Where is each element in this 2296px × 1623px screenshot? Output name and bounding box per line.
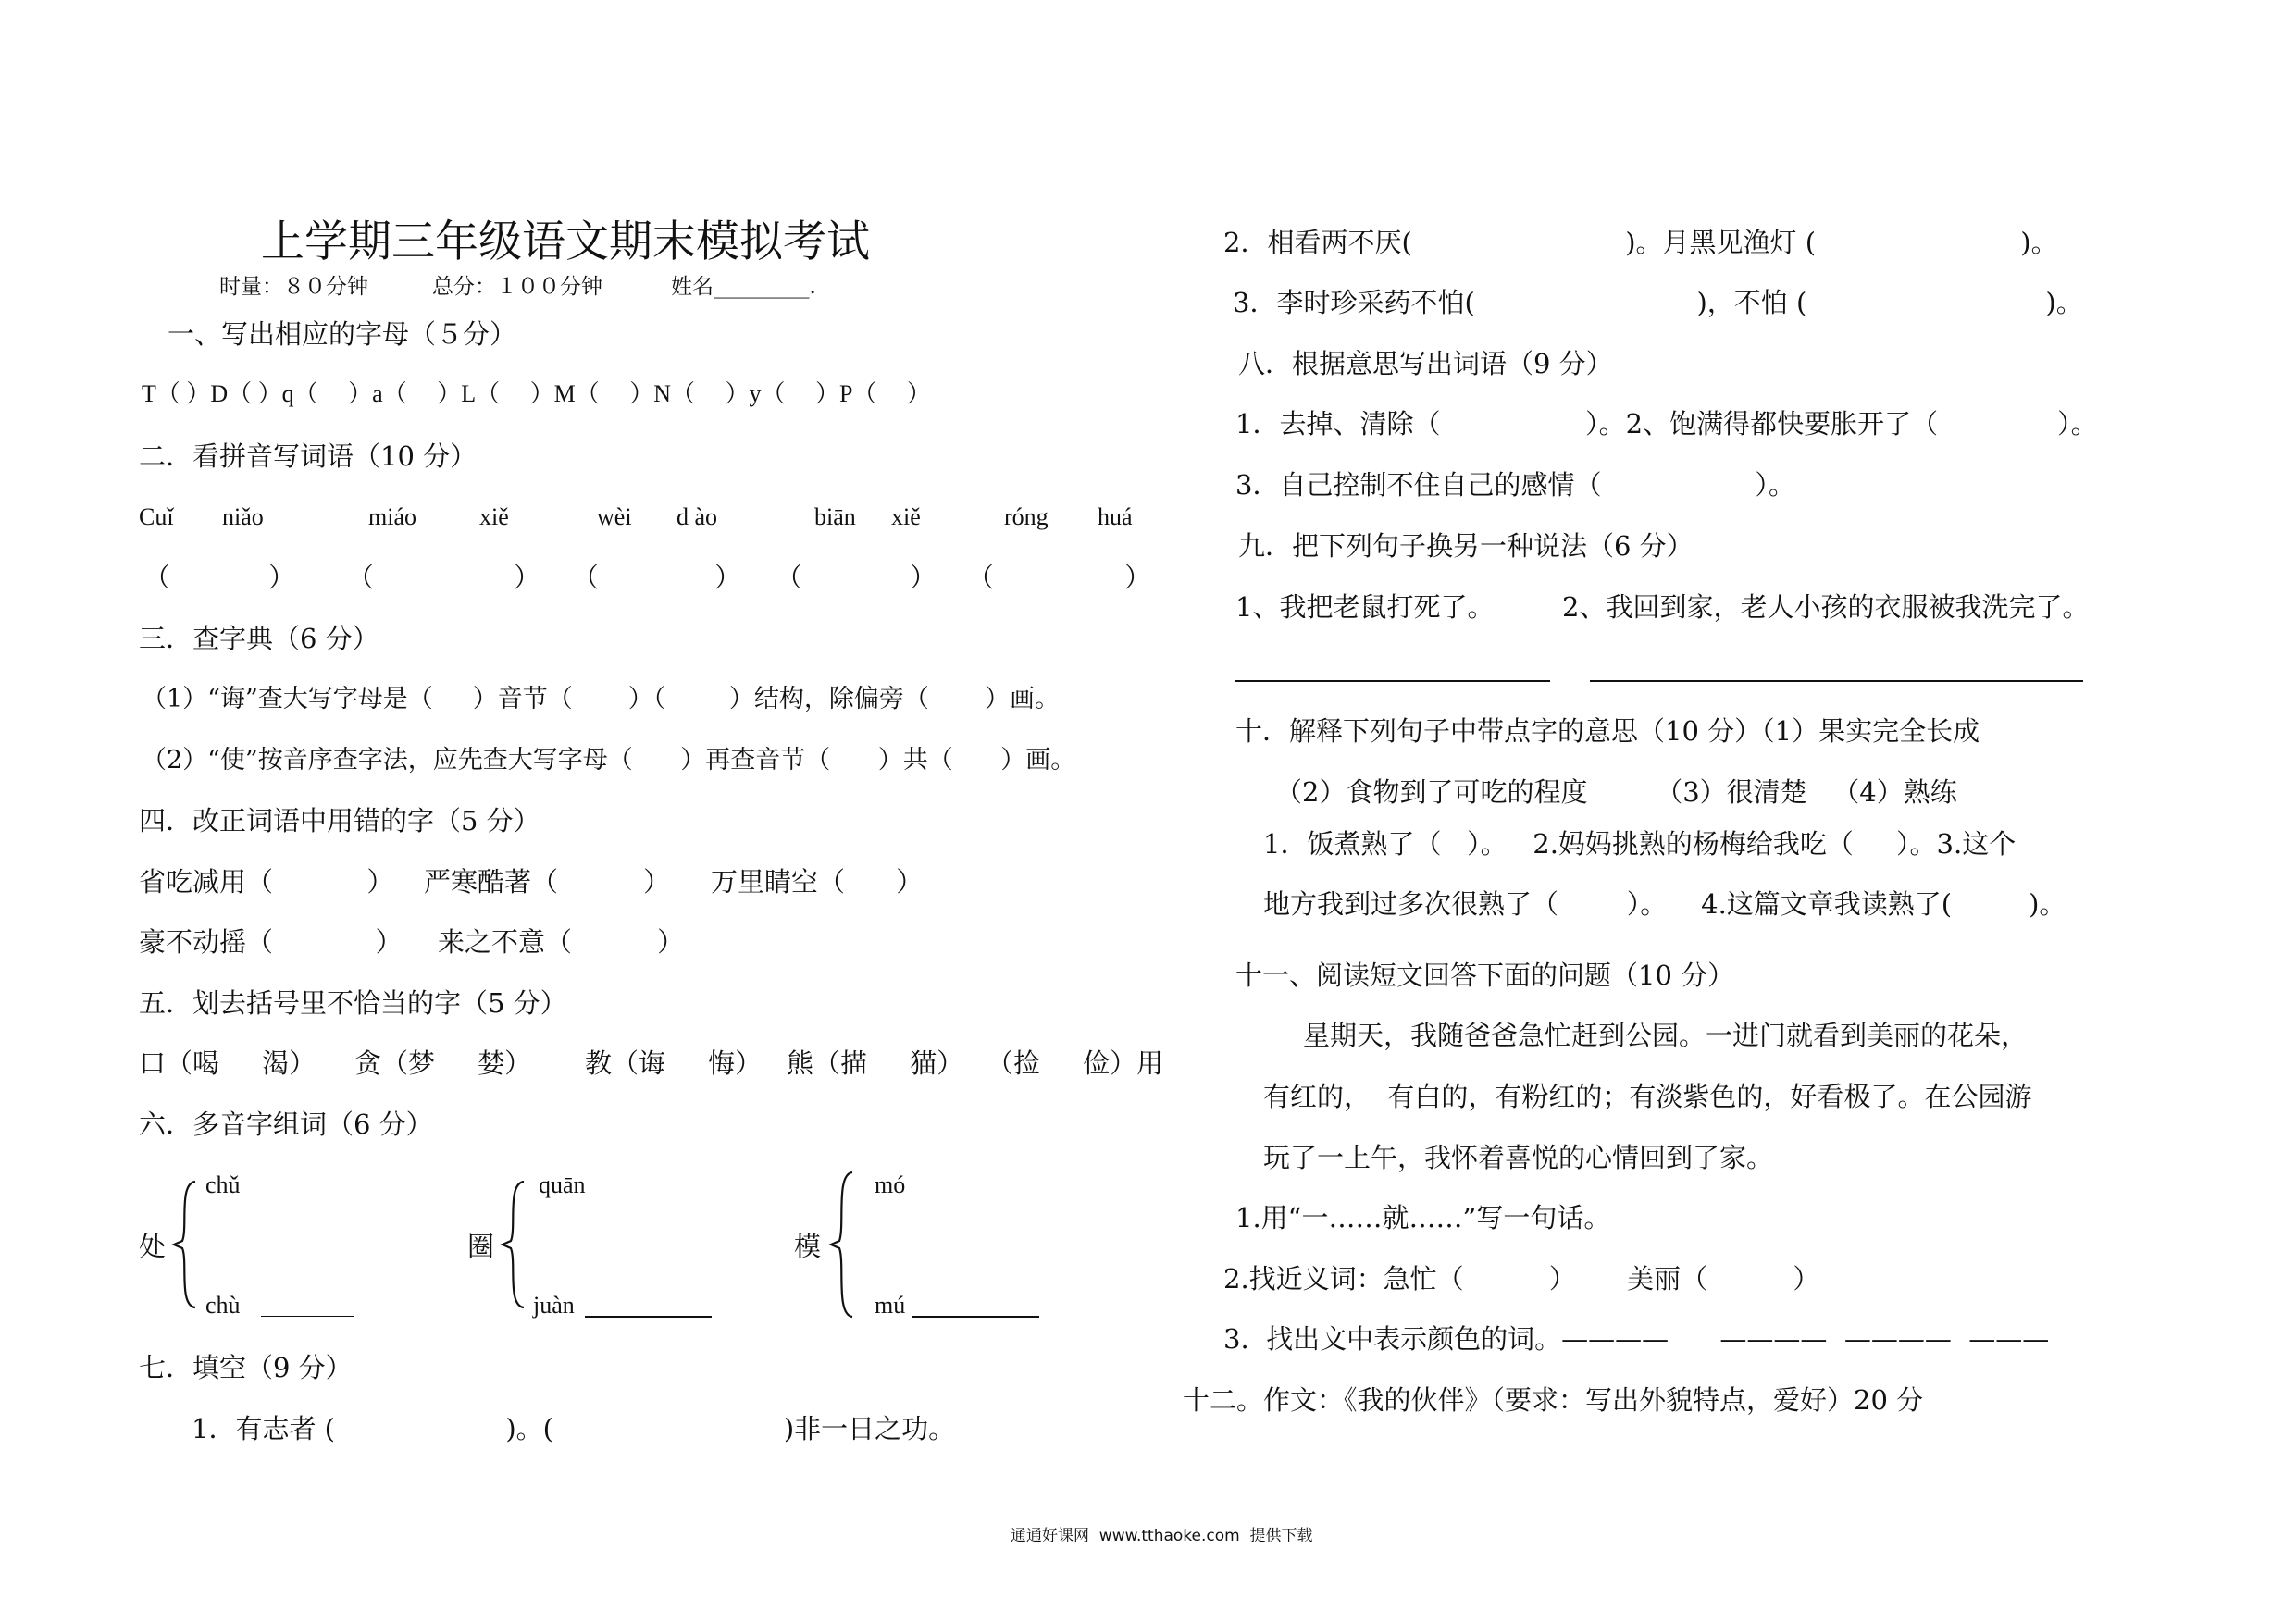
brace-icon <box>171 1180 199 1309</box>
section-4-item: 省吃减用（ ） <box>139 866 394 898</box>
section-3-q1: （1）“诲”查大写字母是（ ）音节（ ）（ ）结构，除偏旁（ ）画。 <box>142 685 1061 713</box>
answer-line <box>1590 680 2083 682</box>
paren: ） <box>910 562 937 593</box>
section-6-heading: 六．多音字组词（6 分） <box>139 1109 433 1140</box>
section-4-item: 万里睛空（ ） <box>711 866 924 898</box>
reading-passage: 星期天，我随爸爸急忙赶到公园。一进门就看到美丽的花朵， <box>1303 1020 2029 1051</box>
section-5-item: （捡 俭）用 <box>987 1047 1164 1079</box>
section-11-q2: 2.找近义词：急忙（ ） 美丽（ ） <box>1223 1263 1820 1295</box>
section-8-q2: 3．自己控制不住自己的感情（ ）。 <box>1235 469 1795 501</box>
polyphone-bottom: juàn <box>533 1292 575 1319</box>
section-5-item: 口（喝 渴） <box>139 1047 316 1079</box>
pinyin: biān <box>814 503 856 530</box>
polyphone-char: 圈 <box>467 1231 495 1262</box>
section-3-heading: 三．查字典（6 分） <box>139 623 379 654</box>
paren: （ <box>776 562 803 593</box>
section-4-item: 严寒酷著（ ） <box>424 866 671 898</box>
answer-line <box>585 1316 712 1318</box>
reading-passage: 玩了一上午，我怀着喜悦的心情回到了家。 <box>1263 1142 1774 1173</box>
polyphone-bottom: chù <box>205 1292 241 1319</box>
section-2-heading: 二．看拼音写词语（10 分） <box>139 440 478 472</box>
polyphone-top: quān <box>539 1171 586 1198</box>
exam-title: 上学期三年级语文期末模拟考试 <box>261 217 870 267</box>
paren: （ <box>967 562 995 593</box>
section-10-line2: 地方我到过多次很熟了（ ）。 4.这篇文章我读熟了( )。 <box>1263 888 2066 920</box>
section-7-q2: 2．相看两不厌( )。月黑见渔灯 ( )。 <box>1223 227 2058 258</box>
pinyin: d ào <box>676 503 718 530</box>
paren: ） <box>1124 562 1152 593</box>
paren: （ <box>143 562 171 593</box>
exam-time: 时量：８０分钟 <box>219 275 368 299</box>
section-4-item: 来之不意（ ） <box>438 926 685 958</box>
section-5-item: 教（诲 悔） <box>585 1047 763 1079</box>
paren: （ <box>347 562 375 593</box>
section-10-heading: 十．解释下列句子中带点字的意思（10 分）（1）果实完全长成 <box>1235 715 1980 747</box>
pinyin: róng <box>1004 503 1049 530</box>
section-4-heading: 四．改正词语中用错的字（5 分） <box>139 805 540 836</box>
polyphone-char: 模 <box>794 1231 822 1262</box>
polyphone-char: 处 <box>139 1231 167 1262</box>
exam-total: 总分：１００分钟 <box>432 275 602 299</box>
footer-credit: 通通好课网 www.tthaoke.com 提供下载 <box>1011 1527 1313 1545</box>
section-9-q2: 2、我回到家，老人小孩的衣服被我洗完了。 <box>1562 591 2090 623</box>
section-5-item: 熊（描 猫） <box>787 1047 964 1079</box>
section-10-options: （2）食物到了可吃的程度 （3）很清楚 （4）熟练 <box>1275 776 1957 808</box>
answer-line <box>912 1316 1039 1318</box>
paren: ） <box>514 562 541 593</box>
section-1-heading: 一、写出相应的字母（５分） <box>168 318 517 350</box>
polyphone-bottom: mú <box>875 1292 906 1319</box>
section-1-letters: T（ ）D（ ）q（ ）a（ ）L（ ）M（ ）N（ ）y（ ）P（ ） <box>142 380 931 407</box>
section-12-heading: 十二。作文：《我的伙伴》（要求：写出外貌特点，爱好）20 分 <box>1183 1384 1924 1416</box>
section-9-heading: 九．把下列句子换另一种说法（6 分） <box>1238 530 1694 562</box>
pinyin: huá <box>1098 503 1133 530</box>
paren: ） <box>714 562 742 593</box>
section-7-q1: 1．有志者 ( )。( )非一日之功。 <box>192 1413 956 1444</box>
polyphone-top: chǔ <box>205 1171 241 1198</box>
section-8-heading: 八．根据意思写出词语（9 分） <box>1238 348 1613 379</box>
answer-line <box>261 1316 354 1317</box>
section-8-q1: 1．去掉、清除（ ）。2、饱满得都快要胀开了（ ）。 <box>1235 408 2098 440</box>
pinyin: wèi <box>597 503 632 530</box>
section-5-heading: 五．划去括号里不恰当的字（5 分） <box>139 987 567 1019</box>
section-4-item: 豪不动摇（ ） <box>139 926 403 958</box>
paren: ） <box>268 562 296 593</box>
reading-passage: 有红的， 有白的，有粉红的；有淡紫色的，好看极了。在公园游 <box>1263 1081 2032 1112</box>
answer-line <box>1235 680 1550 682</box>
section-11-heading: 十一、阅读短文回答下面的问题（10 分） <box>1235 960 1735 991</box>
section-9-q1: 1、我把老鼠打死了。 <box>1235 591 1495 623</box>
polyphone-top: mó <box>875 1171 906 1198</box>
section-5-item: 贪（梦 婪） <box>354 1047 532 1079</box>
paren: （ <box>572 562 600 593</box>
section-11-q1: 1.用“一……就……”写一句话。 <box>1235 1202 1611 1233</box>
section-11-q3: 3. 找出文中表示颜色的词。———— ———— ———— ——— <box>1223 1323 2050 1355</box>
pinyin: xiě <box>891 503 921 530</box>
section-3-q2: （2）“使”按音序查字法，应先查大写字母（ ）再查音节（ ）共（ ）画。 <box>142 746 1076 774</box>
section-10-line1: 1．饭煮熟了（ ）。 2.妈妈挑熟的杨梅给我吃（ ）。3.这个 <box>1263 828 2017 860</box>
pinyin: xiě <box>479 503 509 530</box>
brace-icon <box>828 1171 856 1319</box>
pinyin: miáo <box>368 503 416 530</box>
section-7-q3: 3．李时珍采药不怕( )，不怕 ( )。 <box>1233 287 2083 318</box>
exam-name-field: 姓名_________. <box>671 275 816 299</box>
section-7-heading: 七．填空（9 分） <box>139 1352 353 1383</box>
pinyin: niǎo <box>222 503 264 530</box>
pinyin: Cuǐ <box>139 503 174 530</box>
brace-icon <box>500 1180 527 1309</box>
